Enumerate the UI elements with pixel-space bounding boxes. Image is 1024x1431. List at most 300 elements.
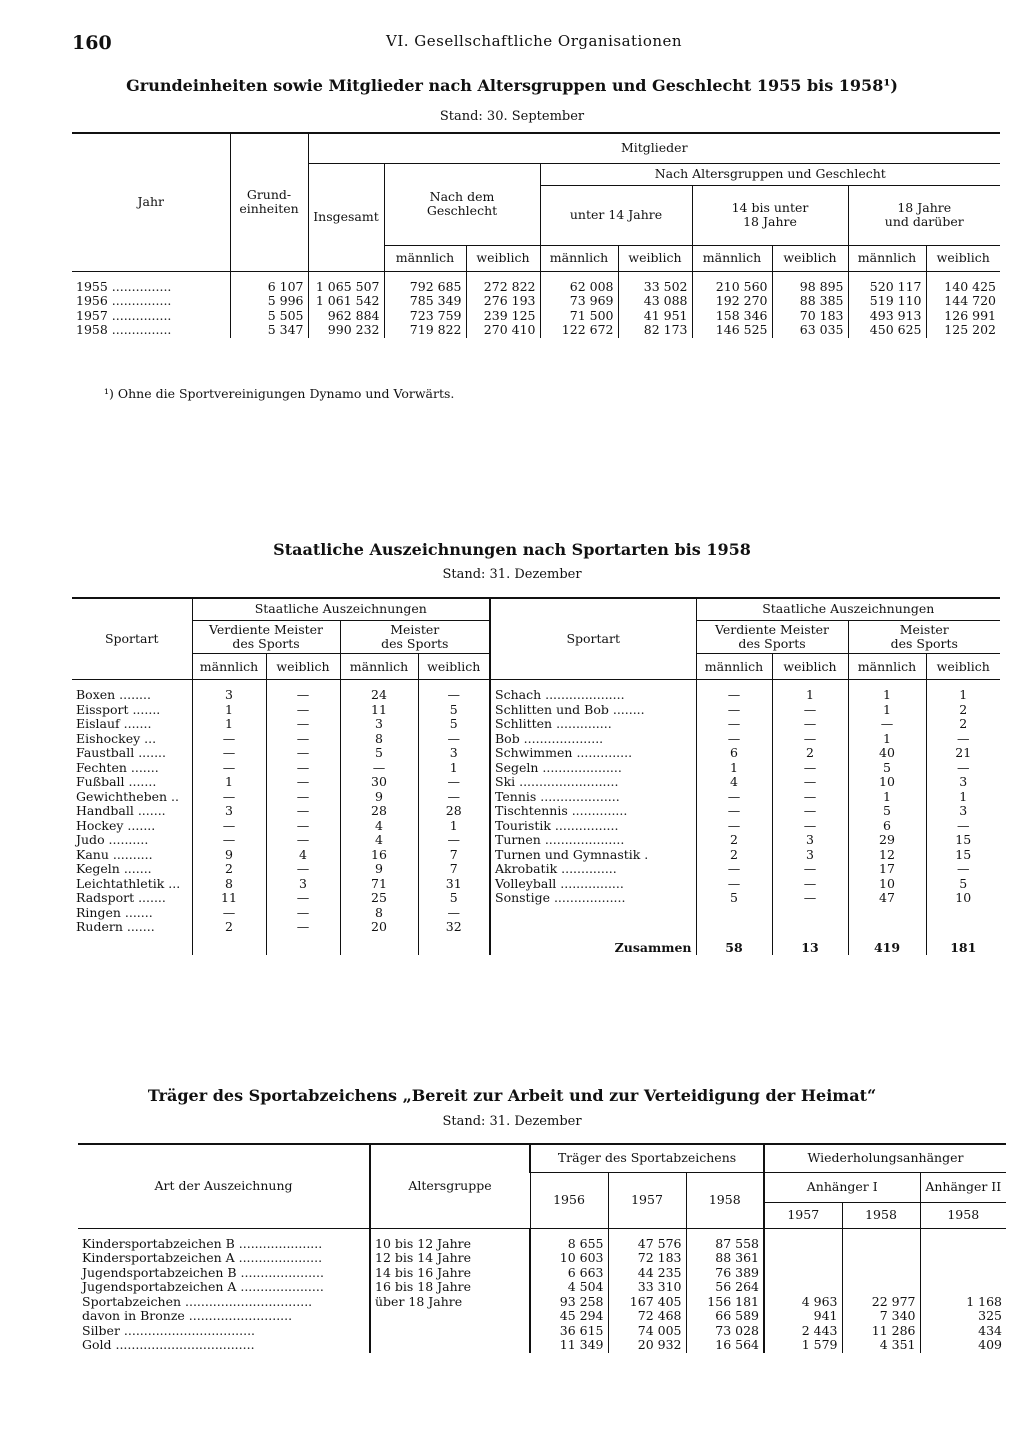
- table-row: [72, 746, 1000, 761]
- table-cell: —: [848, 717, 926, 732]
- table-cell: —: [266, 862, 340, 877]
- table-cell: 6 663: [530, 1266, 608, 1281]
- table-cell: 10: [848, 775, 926, 790]
- row-label: 1956 ...............: [76, 293, 172, 308]
- row-label: Fechten .......: [76, 759, 159, 775]
- table-row: [72, 271, 1000, 294]
- row-label: Gewichtheben ..: [76, 788, 179, 804]
- table-cell: 63 035: [772, 323, 848, 338]
- table-cell: 11 349: [530, 1338, 608, 1353]
- table-cell: —: [192, 906, 266, 921]
- table1-stand: Stand: 30. September: [439, 109, 585, 124]
- table-row: [72, 804, 1000, 819]
- table-cell: 3: [772, 833, 848, 848]
- table-cell: 36 615: [530, 1324, 608, 1339]
- col-1957: 1957: [608, 1172, 686, 1228]
- col-sportart: Sportart: [72, 598, 192, 680]
- table-cell: 74 005: [608, 1324, 686, 1339]
- table-cell: —: [696, 680, 772, 703]
- table-row: [72, 891, 1000, 906]
- col-grundeinheiten: Grund- einheiten: [230, 133, 308, 271]
- row-label: Gold ...................................: [82, 1337, 255, 1352]
- table-cell: 450 625: [848, 323, 926, 338]
- table-cell: 1: [418, 819, 490, 834]
- table1-title: Grundeinheiten sowie Mitglieder nach Altersgruppen und Geschlecht 1955 bis 1958¹): [126, 76, 898, 95]
- table-cell: 17: [848, 862, 926, 877]
- table-cell: 8: [340, 906, 418, 921]
- table-cell: 1: [192, 775, 266, 790]
- table-cell: —: [192, 746, 266, 761]
- col-altersgruppe: Altersgruppe: [370, 1144, 530, 1228]
- table-cell: 12: [848, 848, 926, 863]
- row-label: 1957 ...............: [76, 307, 172, 323]
- table-cell: 5: [848, 804, 926, 819]
- row-label: 12 bis 14 Jahre: [370, 1251, 530, 1266]
- table-cell: 6: [848, 819, 926, 834]
- table-cell: [920, 1251, 1006, 1266]
- table-row: [72, 761, 1000, 776]
- table-cell: —: [696, 732, 772, 747]
- table-cell: —: [772, 804, 848, 819]
- table-cell: 167 405: [608, 1295, 686, 1310]
- table-cell: 15: [926, 848, 1000, 863]
- col-mitglieder: Mitglieder: [308, 133, 1000, 163]
- table-cell: 25: [340, 891, 418, 906]
- table-cell: 1: [848, 790, 926, 805]
- table-row: [72, 717, 1000, 732]
- table-cell: 98 895: [772, 271, 848, 294]
- table-row: [72, 732, 1000, 747]
- table-cell: 31: [418, 877, 490, 892]
- table-cell: —: [418, 833, 490, 848]
- table-cell: —: [266, 746, 340, 761]
- row-label: Volleyball ................: [490, 877, 696, 892]
- table-cell: —: [418, 680, 490, 703]
- table-cell: 7 340: [842, 1309, 920, 1324]
- table-cell: 4: [340, 819, 418, 834]
- table-cell: 3: [192, 680, 266, 703]
- table-cell: —: [772, 790, 848, 805]
- table-cell: —: [266, 717, 340, 732]
- col-traeger: Träger des Sportabzeichens: [530, 1144, 764, 1172]
- table-cell: 43 088: [618, 294, 692, 309]
- table-cell: —: [266, 920, 340, 935]
- table-cell: 140 425: [926, 271, 1000, 294]
- table-row: [78, 1251, 1006, 1266]
- table-cell: —: [926, 732, 1000, 747]
- table-cell: 1 065 507: [308, 271, 384, 294]
- row-label: Ringen .......: [76, 904, 153, 920]
- table-cell: 1 579: [764, 1338, 842, 1353]
- awards-table: [72, 597, 1000, 955]
- col-anhaenger2: Anhänger II: [920, 1172, 1006, 1202]
- table-cell: [764, 1228, 842, 1251]
- table-cell: 792 685: [384, 271, 466, 294]
- empty-cell: [696, 920, 772, 935]
- table-cell: —: [696, 717, 772, 732]
- members-table: [72, 132, 1000, 338]
- row-label: Akrobatik ..............: [490, 862, 696, 877]
- row-label: Rudern .......: [76, 919, 155, 935]
- col-m: männlich: [696, 654, 772, 680]
- col-14bis18: 14 bis unter 18 Jahre: [692, 185, 848, 245]
- col-m: männlich: [692, 245, 772, 271]
- empty-cell: [72, 935, 192, 956]
- col-m: männlich: [848, 654, 926, 680]
- table-cell: —: [926, 819, 1000, 834]
- row-label: Leichtathletik ...: [76, 875, 181, 891]
- table-cell: [920, 1280, 1006, 1295]
- table-cell: [842, 1228, 920, 1251]
- empty-cell: [696, 906, 772, 921]
- table-cell: 87 558: [686, 1228, 764, 1251]
- row-label: Handball .......: [76, 803, 166, 819]
- table-cell: 5 505: [230, 309, 308, 324]
- table-cell: 2: [926, 703, 1000, 718]
- table-cell: —: [772, 877, 848, 892]
- table-cell: 10: [848, 877, 926, 892]
- col-staatliche: Staatliche Auszeichnungen: [192, 598, 490, 620]
- row-label: Kegeln .......: [76, 861, 152, 877]
- table-cell: 33 310: [608, 1280, 686, 1295]
- table-row: [72, 877, 1000, 892]
- total-cell: 419: [848, 935, 926, 956]
- table-cell: 493 913: [848, 309, 926, 324]
- col-sportart: Sportart: [490, 598, 696, 680]
- row-label: 1958 ...............: [76, 322, 172, 337]
- table-cell: 2: [192, 920, 266, 935]
- row-label: davon in Bronze ..........................: [82, 1308, 293, 1323]
- table-cell: 7: [418, 862, 490, 877]
- chapter-title: VI. Gesellschaftliche Organisationen: [386, 32, 683, 50]
- table-cell: 5: [418, 703, 490, 718]
- row-label: Eishockey ...: [76, 730, 157, 746]
- table-cell: 10: [926, 891, 1000, 906]
- col-wiederholung: Wiederholungsanhänger: [764, 1144, 1006, 1172]
- table-cell: 122 672: [540, 323, 618, 338]
- table-cell: 4 963: [764, 1295, 842, 1310]
- col-unter14: unter 14 Jahre: [540, 185, 692, 245]
- table-row: [78, 1324, 1006, 1339]
- table-cell: —: [418, 790, 490, 805]
- table-cell: —: [772, 819, 848, 834]
- row-label: Jugendsportabzeichen A .....................: [82, 1279, 324, 1294]
- table-cell: 70 183: [772, 309, 848, 324]
- table-cell: 434: [920, 1324, 1006, 1339]
- table-cell: 72 183: [608, 1251, 686, 1266]
- empty-cell: [340, 935, 418, 956]
- row-label: Ski .........................: [490, 775, 696, 790]
- table-cell: [764, 1280, 842, 1295]
- table-cell: —: [418, 906, 490, 921]
- table-cell: 3: [192, 804, 266, 819]
- table-cell: 4: [696, 775, 772, 790]
- row-label: Faustball .......: [76, 745, 167, 761]
- table-cell: 9: [340, 790, 418, 805]
- col-meister: Meister des Sports: [848, 620, 1000, 654]
- table-cell: 1: [192, 703, 266, 718]
- table-cell: —: [696, 819, 772, 834]
- table-cell: 3: [266, 877, 340, 892]
- table-cell: —: [772, 703, 848, 718]
- row-label: Kindersportabzeichen B .....................: [82, 1235, 323, 1251]
- table-cell: 4 504: [530, 1280, 608, 1295]
- row-label: Fußball .......: [76, 774, 157, 790]
- table-cell: 40: [848, 746, 926, 761]
- row-label: Eissport .......: [76, 701, 161, 717]
- table-cell: —: [772, 775, 848, 790]
- col-1957: 1957: [764, 1202, 842, 1228]
- table-cell: —: [266, 790, 340, 805]
- table-cell: 45 294: [530, 1309, 608, 1324]
- table-cell: 785 349: [384, 294, 466, 309]
- table-cell: 210 560: [692, 271, 772, 294]
- col-nach-alter: Nach Altersgruppen und Geschlecht: [540, 163, 1000, 185]
- col-insgesamt: Insgesamt: [308, 163, 384, 271]
- table-cell: 126 991: [926, 309, 1000, 324]
- table-cell: 5 347: [230, 323, 308, 338]
- table-row: [72, 862, 1000, 877]
- table-cell: —: [418, 732, 490, 747]
- table-cell: 2: [926, 717, 1000, 732]
- empty-cell: [926, 906, 1000, 921]
- col-1958: 1958: [920, 1202, 1006, 1228]
- empty-cell: [490, 920, 696, 935]
- table-cell: 520 117: [848, 271, 926, 294]
- table-cell: 1: [696, 761, 772, 776]
- table-cell: 519 110: [848, 294, 926, 309]
- table-cell: 21: [926, 746, 1000, 761]
- col-1958: 1958: [686, 1172, 764, 1228]
- table-cell: —: [192, 761, 266, 776]
- table-cell: —: [926, 862, 1000, 877]
- table-cell: [842, 1266, 920, 1281]
- table-cell: 5: [848, 761, 926, 776]
- table-cell: [920, 1228, 1006, 1251]
- page-number: 160: [72, 32, 112, 54]
- table-cell: —: [266, 906, 340, 921]
- row-label: Boxen ........: [76, 687, 151, 703]
- row-label: Radsport .......: [76, 890, 166, 906]
- table-cell: 1: [192, 717, 266, 732]
- row-label: Schwimmen ..............: [490, 746, 696, 761]
- table-cell: 192 270: [692, 294, 772, 309]
- table-cell: 5: [418, 891, 490, 906]
- table-row: [72, 775, 1000, 790]
- table-cell: 73 969: [540, 294, 618, 309]
- empty-cell: [490, 906, 696, 921]
- table3-stand: Stand: 31. Dezember: [442, 1114, 582, 1129]
- row-label: 16 bis 18 Jahre: [370, 1280, 530, 1295]
- table-cell: 1 061 542: [308, 294, 384, 309]
- table-cell: —: [772, 862, 848, 877]
- table-cell: 20 932: [608, 1338, 686, 1353]
- col-1956: 1956: [530, 1172, 608, 1228]
- col-1958: 1958: [842, 1202, 920, 1228]
- row-label: Hockey .......: [76, 817, 156, 833]
- table-cell: 8: [340, 732, 418, 747]
- row-label: [370, 1338, 530, 1353]
- empty-cell: [772, 906, 848, 921]
- table-cell: 72 468: [608, 1309, 686, 1324]
- table-cell: —: [266, 833, 340, 848]
- total-label: Zusammen: [490, 935, 696, 956]
- table-cell: 1: [418, 761, 490, 776]
- col-w: weiblich: [926, 654, 1000, 680]
- table-cell: —: [266, 680, 340, 703]
- table-cell: —: [772, 891, 848, 906]
- table-cell: 6 107: [230, 271, 308, 294]
- table-cell: 270 410: [466, 323, 540, 338]
- table-cell: 990 232: [308, 323, 384, 338]
- table-cell: 2: [192, 862, 266, 877]
- table-cell: [842, 1251, 920, 1266]
- table-cell: 3: [418, 746, 490, 761]
- table-cell: 1: [772, 680, 848, 703]
- col-w: weiblich: [618, 245, 692, 271]
- table-row: [78, 1280, 1006, 1295]
- table-cell: 71: [340, 877, 418, 892]
- table-cell: 93 258: [530, 1295, 608, 1310]
- table-cell: 6: [696, 746, 772, 761]
- table-cell: [842, 1280, 920, 1295]
- row-label: Jugendsportabzeichen B .....................: [82, 1264, 324, 1280]
- table-cell: [764, 1266, 842, 1281]
- row-label: Schlitten ..............: [490, 717, 696, 732]
- col-verdiente: Verdiente Meister des Sports: [192, 620, 340, 654]
- table-cell: 16 564: [686, 1338, 764, 1353]
- table-row: [78, 1338, 1006, 1353]
- table-cell: —: [266, 732, 340, 747]
- table-cell: 7: [418, 848, 490, 863]
- table-cell: —: [772, 717, 848, 732]
- col-m: männlich: [384, 245, 466, 271]
- table-cell: 62 008: [540, 271, 618, 294]
- table-cell: 719 822: [384, 323, 466, 338]
- table-cell: 20: [340, 920, 418, 935]
- table-cell: 409: [920, 1338, 1006, 1353]
- table-cell: 1: [848, 703, 926, 718]
- row-label: Silber .................................: [82, 1322, 256, 1338]
- table-cell: 33 502: [618, 271, 692, 294]
- table-cell: 41 951: [618, 309, 692, 324]
- table-cell: 66 589: [686, 1309, 764, 1324]
- table-cell: 29: [848, 833, 926, 848]
- row-label: Tischtennis ..............: [490, 804, 696, 819]
- table-cell: —: [266, 775, 340, 790]
- table-cell: 4: [340, 833, 418, 848]
- table-cell: —: [926, 761, 1000, 776]
- table-cell: 11 286: [842, 1324, 920, 1339]
- row-label: [370, 1324, 530, 1339]
- table-cell: 4: [266, 848, 340, 863]
- table-cell: 1: [926, 790, 1000, 805]
- table-cell: 5: [926, 877, 1000, 892]
- row-label: Tennis ....................: [490, 790, 696, 805]
- row-label: Sonstige ..................: [490, 891, 696, 906]
- table-cell: 82 173: [618, 323, 692, 338]
- row-label: 10 bis 12 Jahre: [370, 1228, 530, 1251]
- table-cell: 239 125: [466, 309, 540, 324]
- table-cell: 2 443: [764, 1324, 842, 1339]
- table-cell: 144 720: [926, 294, 1000, 309]
- table-cell: 158 346: [692, 309, 772, 324]
- row-label: über 18 Jahre: [370, 1295, 530, 1310]
- table-row: [72, 309, 1000, 324]
- table-cell: 3: [772, 848, 848, 863]
- table-cell: 4 351: [842, 1338, 920, 1353]
- table-cell: —: [772, 732, 848, 747]
- table-cell: —: [696, 790, 772, 805]
- col-m: männlich: [848, 245, 926, 271]
- table-row: [72, 833, 1000, 848]
- table-cell: 3: [926, 775, 1000, 790]
- col-anhaenger1: Anhänger I: [764, 1172, 920, 1202]
- col-w: weiblich: [772, 245, 848, 271]
- table-cell: —: [192, 732, 266, 747]
- table-row: [78, 1266, 1006, 1281]
- col-jahr: Jahr: [72, 133, 230, 271]
- table-cell: 3: [926, 804, 1000, 819]
- table-cell: 941: [764, 1309, 842, 1324]
- table-cell: 28: [418, 804, 490, 819]
- table-cell: 32: [418, 920, 490, 935]
- table2-title: Staatliche Auszeichnungen nach Sportarten bis 1958: [273, 540, 751, 559]
- table-cell: 16: [340, 848, 418, 863]
- col-w: weiblich: [926, 245, 1000, 271]
- table-row: [72, 906, 1000, 921]
- table-cell: —: [266, 703, 340, 718]
- col-ueber18: 18 Jahre und darüber: [848, 185, 1000, 245]
- table2-stand: Stand: 31. Dezember: [442, 567, 582, 582]
- table-cell: 146 525: [692, 323, 772, 338]
- col-m: männlich: [540, 245, 618, 271]
- table-row: [72, 848, 1000, 863]
- table-cell: 88 361: [686, 1251, 764, 1266]
- table-cell: 325: [920, 1309, 1006, 1324]
- table-row: [72, 920, 1000, 935]
- col-art: Art der Auszeichnung: [78, 1144, 370, 1228]
- table-cell: —: [266, 819, 340, 834]
- table-row: [72, 680, 1000, 703]
- table-cell: 125 202: [926, 323, 1000, 338]
- empty-cell: [926, 920, 1000, 935]
- table-cell: 88 385: [772, 294, 848, 309]
- table-cell: 28: [340, 804, 418, 819]
- row-label: Judo ..........: [76, 832, 149, 848]
- table-row: [72, 703, 1000, 718]
- table-cell: 723 759: [384, 309, 466, 324]
- table-cell: 9: [340, 862, 418, 877]
- empty-cell: [848, 920, 926, 935]
- table-cell: 30: [340, 775, 418, 790]
- table-cell: 56 264: [686, 1280, 764, 1295]
- col-w: weiblich: [418, 654, 490, 680]
- table-cell: 44 235: [608, 1266, 686, 1281]
- table-cell: —: [192, 833, 266, 848]
- table-cell: [920, 1266, 1006, 1281]
- empty-cell: [418, 935, 490, 956]
- table-cell: 156 181: [686, 1295, 764, 1310]
- table-cell: 2: [696, 833, 772, 848]
- col-meister: Meister des Sports: [340, 620, 490, 654]
- table-cell: 5: [418, 717, 490, 732]
- sportabzeichen-table: [78, 1143, 1006, 1353]
- table-row: [72, 819, 1000, 834]
- table1-footnote: ¹) Ohne die Sportvereinigungen Dynamo und Vorwärts.: [104, 386, 455, 401]
- row-label: Kindersportabzeichen A .....................: [82, 1250, 323, 1265]
- table-cell: —: [696, 703, 772, 718]
